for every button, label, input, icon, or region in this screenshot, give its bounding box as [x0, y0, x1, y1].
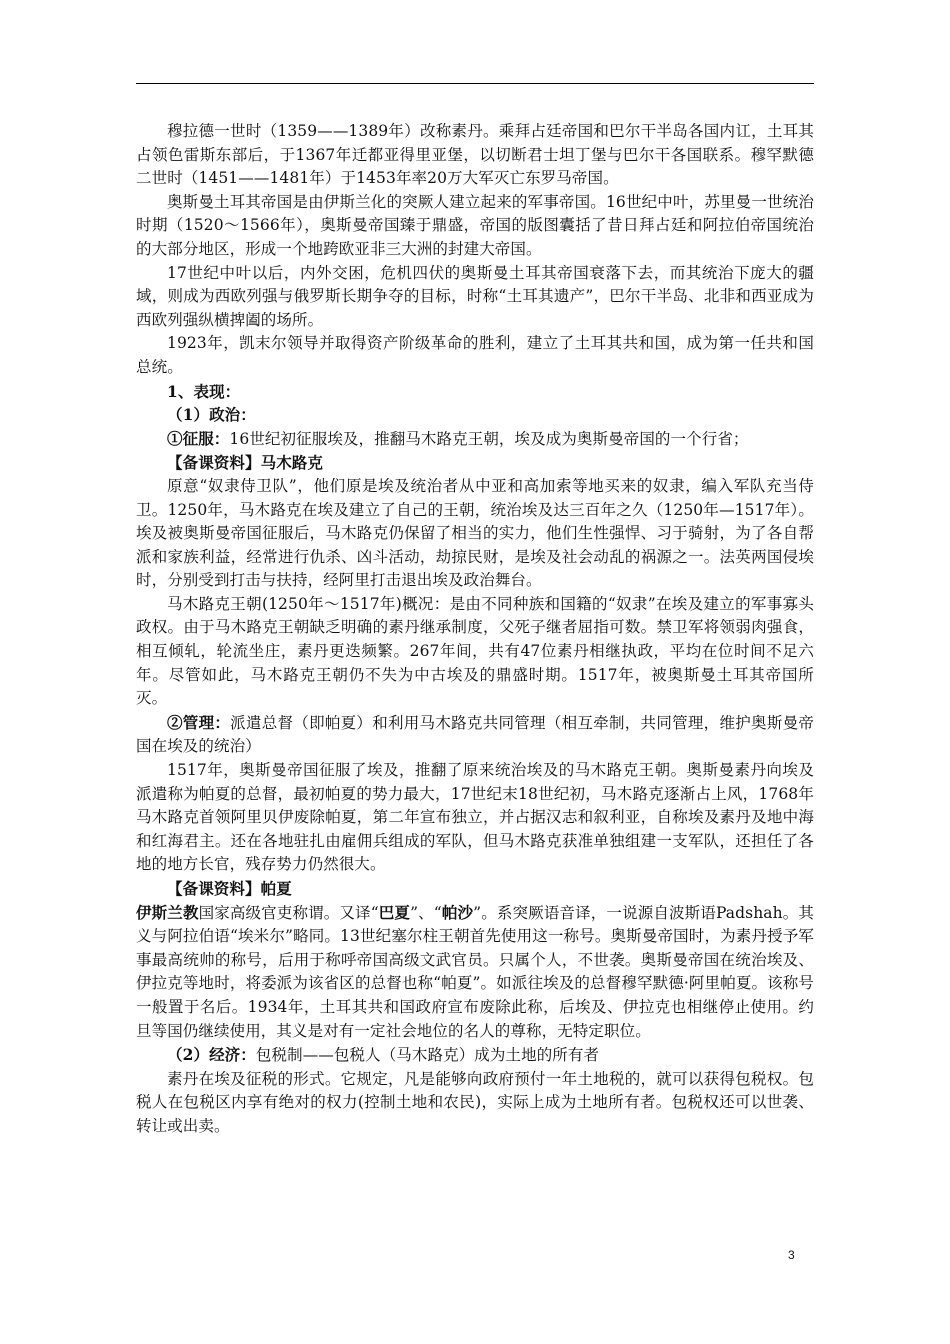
heading-ref-pasha: 【备课资料】帕夏 [167, 879, 292, 898]
pasha-text-mid: ”、“ [410, 903, 442, 922]
pasha-alias-1: 巴夏 [378, 902, 411, 922]
paragraph-conquest [136, 427, 814, 452]
pasha-lead: 伊斯兰教 [136, 902, 199, 922]
conquest-text: 16世纪初征服埃及，推翻马木路克王朝，埃及成为奥斯曼帝国的一个行省； [229, 429, 749, 448]
manage-text: 派遣总督（即帕夏）和利用马木路克共同管理（相互牵制，共同管理，维护奥斯曼帝国在埃及的统治） [136, 713, 814, 756]
paragraph-murad: 穆拉德一世时（1359——1389年）改称素丹。乘拜占廷帝国和巴尔干半岛各国内讧，土耳其占领色雷斯东部后，于1367年迁都亚得里亚堡，以切断君士坦丁堡与巴尔干各国联系。穆罕默德二世时（1451——1481年）于1453年率20万大军灭亡东罗马帝国。 [136, 122, 814, 188]
manage-label: ②管理： [167, 712, 231, 732]
paragraph-pasha-history: 1517年，奥斯曼帝国征服了埃及，推翻了原来统治埃及的马木路克王朝。奥斯曼素丹向埃及派遣称为帕夏的总督，最初帕夏的势力最大，17世纪末18世纪初，马木路克逐渐占上风，1768年马木路克首领阿里贝伊废除帕夏，第二年宣布独立，并占据汉志和叙利亚，自称埃及素丹及地中海和红海君主。还在各地驻扎由雇佣兵组成的军队，但马木路克获准单独组建一支军队，还担任了各地的地方长官，残存势力仍然很大。 [136, 761, 814, 874]
heading-ref-mamluk: 【备课资料】马木路克 [167, 453, 324, 473]
paragraph-economy [136, 1043, 814, 1068]
paragraph-decline: 17世纪中叶以后，内外交困，危机四伏的奥斯曼土耳其帝国衰落下去，而其统治下庞大的疆域，则成为西欧列强与俄罗斯长期争夺的目标，时称“土耳其遗产”，巴尔干半岛、北非和西亚成为西欧列强纵横捭阖的场所。 [136, 263, 814, 329]
paragraph-republic: 1923年，凯末尔领导并取得资产阶级革命的胜利，建立了土耳其共和国，成为第一任共和国总统。 [136, 334, 814, 376]
econ-label: （2）经济： [167, 1045, 256, 1065]
paragraph-mamluk-origin: 原意“奴隶侍卫队”，他们原是埃及统治者从中亚和高加索等地买来的奴隶，编入军队充当侍卫。1250年，马木路克在埃及建立了自己的王朝，统治埃及达三百年之久（1250年—1517年）。埃及被奥斯曼帝国征服后，马木路克仍保留了相当的实力，他们生性强悍、习于骑射，为了各自帮派和家族利益，经常进行仇杀、凶斗活动，劫掠民财，是埃及社会动乱的祸源之一。法英两国侵埃时，分别受到打击与扶持，经阿里打击退出埃及政治舞台。 [136, 476, 814, 590]
paragraph-tax-farming: 素丹在埃及征税的形式。它规定，凡是能够向政府预付一年土地税的，就可以获得包税权。包税人在包税区内享有绝对的权力(控制土地和农民)，实际上成为土地所有者。包税权还可以世袭、转让或出卖。 [136, 1069, 814, 1135]
paragraph-pasha-definition [136, 901, 814, 1044]
paragraph-empire: 奥斯曼土耳其帝国是由伊斯兰化的突厥人建立起来的军事帝国。16世纪中叶，苏里曼一世统治时期（1520～1566年），奥斯曼帝国臻于鼎盛，帝国的版图囊括了昔日拜占廷和阿拉伯帝国统治的大部分地区，形成一个地跨欧亚非三大洲的封建大帝国。 [136, 192, 814, 258]
heading-manifestation: 1、表现： [167, 381, 241, 401]
conquest-label: ①征服： [167, 428, 230, 448]
pasha-text-a: 国家高级官吏称谓。又译“ [198, 903, 379, 922]
page-number: 3 [788, 1248, 795, 1262]
paragraph-management [136, 711, 814, 759]
pasha-alias-2: 帕沙 [441, 902, 474, 922]
document-body [136, 120, 814, 1139]
pasha-text-rest: ”。系突厥语音译，一说源自波斯语Padshah。其义与阿拉伯语“埃米尔”略同。13世纪塞尔柱王朝首先使用这一称号。奥斯曼帝国时，为素丹授予军事最高统帅的称号，后用于称呼帝国高级文武官员。只属个人，不世袭。奥斯曼帝国在统治埃及、伊拉克等地时，将委派为该省区的总督也称“帕夏”。如派往埃及的总督穆罕默德·阿里帕夏。该称号一般置于名后。1934年，土耳其共和国政府宣布废除此称，后埃及、伊拉克也相继停止使用。约旦等国仍继续使用，其义是对有一定社会地位的名人的尊称，无特定职位。 [136, 903, 814, 1040]
header-rule [136, 83, 814, 84]
heading-politics: （1）政治： [167, 405, 256, 425]
paragraph-mamluk-dynasty: 马木路克王朝(1250年～1517年)概况：是由不同种族和国籍的“奴隶”在埃及建立的军事寡头政权。由于马木路克王朝缺乏明确的素丹继承制度，父死子继者屈指可数。禁卫军将领弱肉强食，相互倾轧，轮流坐庄，素丹更迭频繁。267年间，共有47位素丹相继执政，平均在位时间不足六年。尽管如此，马木路克王朝仍不失为中古埃及的鼎盛时期。1517年，被奥斯曼土耳其帝国所灭。 [136, 594, 814, 708]
econ-text: 包税制——包税人（马木路克）成为土地的所有者 [255, 1046, 600, 1065]
